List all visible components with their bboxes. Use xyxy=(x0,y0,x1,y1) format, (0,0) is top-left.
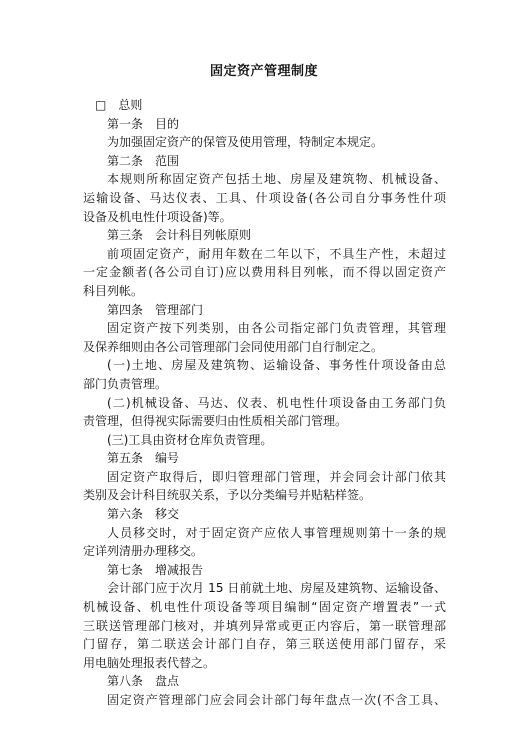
paragraph-line: 机械设备、机电性什项设备等项目编制“固定资产增置表”一式 xyxy=(83,600,446,615)
paragraph-line: 部门负责管理。 xyxy=(83,376,168,391)
paragraph-line: 定详列清册办理移交。 xyxy=(83,544,204,559)
paragraph-line: 固定资产管理部门应会同会计部门每年盘点一次(不含工具、 xyxy=(107,693,446,707)
paragraph-line: 责管理，但得视实际需要归由性质相关部门管理。 xyxy=(83,414,348,429)
paragraph-line: 人员移交时，对于固定资产应依人事管理规则第十一条的规 xyxy=(107,525,446,540)
section-heading: □ 总则 xyxy=(95,98,143,112)
paragraph-line: 前项固定资产，耐用年数在二年以下，不具生产性，未超过 xyxy=(107,246,446,261)
article-heading: 第三条 会计科目列帐原则 xyxy=(107,228,252,243)
document-title: 固定资产管理制度 xyxy=(209,64,318,79)
paragraph-line: 运输设备、马达仪表、工具、什项设备(各公司自分事务性什项 xyxy=(83,190,446,205)
article-heading: 第六条 移交 xyxy=(107,507,180,522)
paragraph-line: 固定资产取得后，即归管理部门管理，并会同会计部门依其 xyxy=(107,469,446,484)
paragraph-line: (二)机械设备、马达、仪表、机电性什项设备由工务部门负 xyxy=(107,395,446,410)
paragraph-line: 用电脑处理报表代替之。 xyxy=(83,655,216,670)
paragraph-line: 设备及机电性什项设备)等。 xyxy=(83,209,232,224)
article-heading: 第四条 管理部门 xyxy=(107,302,204,317)
paragraph-line: 科目列帐。 xyxy=(83,283,144,298)
paragraph-line: 三联送管理部门核对，并填列异常或更正内容后，第一联管理部 xyxy=(83,618,446,633)
paragraph-line: (三)工具由资材仓库负责管理。 xyxy=(107,432,273,447)
paragraph-line: 门留存，第二联送会计部门自存，第三联送使用部门留存，采 xyxy=(83,637,446,652)
paragraph-line: (一)土地、房屋及建筑物、运输设备、事务性什项设备由总 xyxy=(107,358,446,373)
article-heading: 第一条 目的 xyxy=(107,116,180,131)
paragraph-line: 会计部门应于次月 15 日前就土地、房屋及建筑物、运输设备、 xyxy=(107,581,446,596)
article-heading: 第七条 增减报告 xyxy=(107,562,204,577)
paragraph-line: 及保养细则由各公司管理部门会同使用部门自行制定之。 xyxy=(83,339,384,354)
article-heading: 第二条 范围 xyxy=(107,153,180,168)
paragraph-line: 类别及会计科目统驭关系，予以分类编号并贴粘样签。 xyxy=(83,488,372,503)
paragraph-line: 固定资产按下列类别，由各公司指定部门负责管理，其管理 xyxy=(107,321,446,336)
article-heading: 第八条 盘点 xyxy=(107,674,180,689)
article-heading: 第五条 编号 xyxy=(107,451,180,466)
paragraph-line: 本规则所称固定资产包括土地、房屋及建筑物、机械设备、 xyxy=(107,172,446,187)
document-body xyxy=(83,96,446,710)
paragraph-line: 为加强固定资产的保管及使用管理，特制定本规定。 xyxy=(107,135,384,150)
paragraph-line: 一定金额者(各公司自订)应以费用科目列帐，而不得以固定资产 xyxy=(83,265,446,280)
